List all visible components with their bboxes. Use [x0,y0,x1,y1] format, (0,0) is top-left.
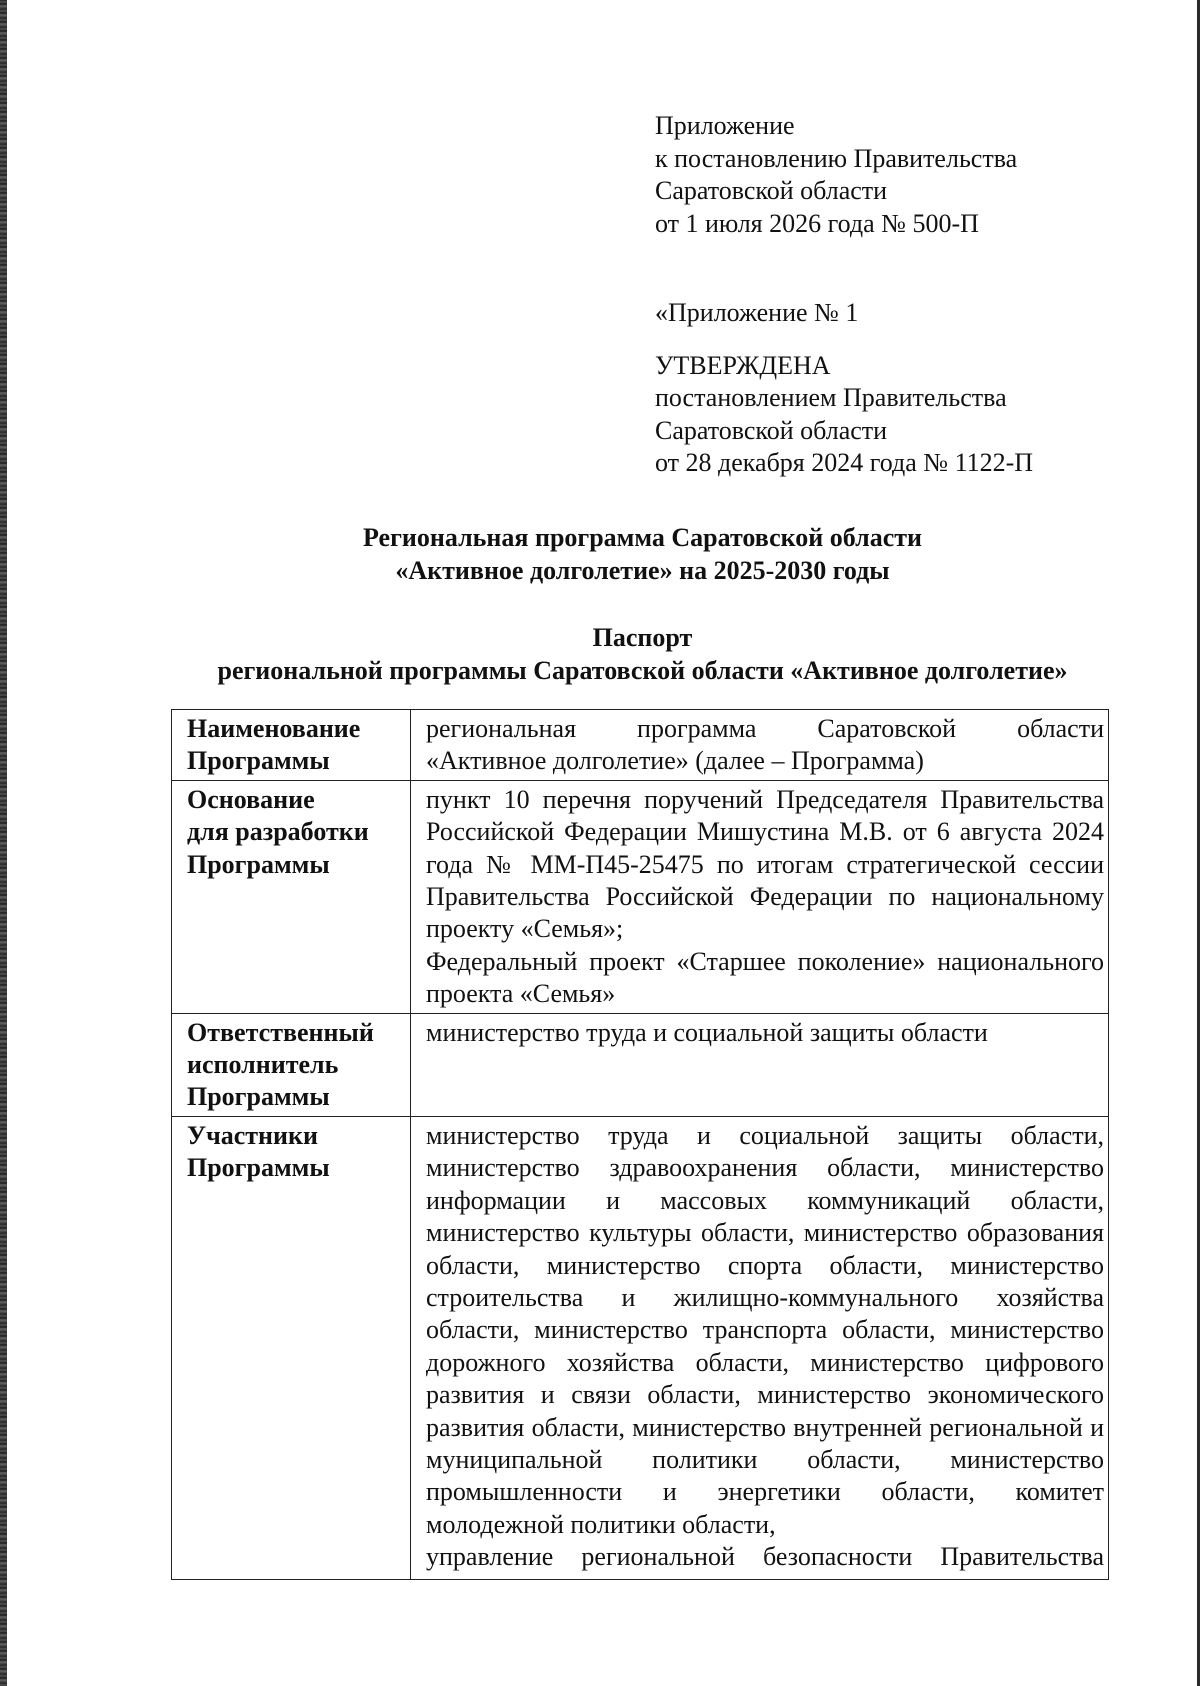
row-value-paragraph: министерство труда и социальной защиты области [426,1017,988,1047]
row-value-cut-text: управление региональной безопасности Правительства [426,1542,1104,1572]
approval-current-line-3: Саратовской области [655,176,888,205]
table-row-basis [172,780,1109,1013]
program-title [100,522,1185,587]
approved-line-2: постановлением Правительства [655,383,1007,412]
row-value-cut-line [426,1541,1104,1577]
program-title-line-2: «Активное долголетие» на 2025-2030 годы [395,555,890,585]
row-value [411,780,1109,1013]
row-value-paragraph: пункт 10 перечня поручений Председателя Правительства Российской Федерации Мишустина М.В. от 6 августа 2024 года № ММ-П45-25475 по итогам стратегической сессии Правительства Российской Федерации по национальному проекту «Семья»; [426,784,1104,944]
row-label-line: исполнитель [187,1050,339,1080]
row-label-line: Программы [187,1153,330,1183]
row-label-line: Основание [187,784,315,814]
row-value [411,1116,1109,1579]
approved-line-4: от 28 декабря 2024 года № 1122-П [655,448,1034,477]
row-value-line: «Активное долголетие» (далее – Программа) [426,746,924,776]
row-value-paragraph: министерство труда и социальной защиты области, министерство здравоохранения области, министерство информации и массовых коммуникаций области, министерство культуры области, министерство образования области, министерство спорта области, министерство строительства и жилищно-коммунального хозяйства области, министерство транспорта области, министерство дорожного хозяйства области, министерство цифрового развития и связи области, министерство экономического развития области, министерство внутренней региональной и муниципальной политики области, министерство промышленности и энергетики области, комитет молодежной политики области, [426,1120,1104,1539]
table-row-executor [172,1013,1109,1116]
passport-title-line-2: региональной программы Саратовской области «Активное долголетие» [217,655,1068,685]
row-value-paragraph: Федеральный проект «Старшее поколение» национального проекта «Семья» [426,946,1104,1009]
row-label [172,780,411,1013]
row-label-line: для разработки [187,817,369,847]
row-label-line: Участники [187,1120,318,1150]
row-label [172,710,411,781]
scan-edge-left [0,0,7,1686]
row-label-line: Наименование [187,714,361,743]
passport-title-line-1: Паспорт [592,623,693,652]
row-value-line: региональная программа Саратовской области [426,714,1104,743]
table-row-participants [172,1116,1109,1579]
row-label-line: Программы [187,746,330,776]
row-label-line: Ответственный [187,1017,374,1047]
appendix-number: «Приложение № 1 [655,298,859,327]
approved-heading: УТВЕРЖДЕНА [655,350,831,380]
program-title-line-1: Региональная программа Саратовской области [363,523,922,552]
approval-current-line-4: от 1 июля 2026 года № 500-П [655,208,979,238]
row-value [411,1013,1109,1116]
approval-current-line-2: к постановлению Правительства [655,143,1018,173]
approved-line-3: Саратовской области [655,415,888,445]
row-label-line: Программы [187,849,330,879]
row-label-line: Программы [187,1082,330,1112]
row-label [172,1116,411,1579]
passport-table [171,709,1109,1580]
passport-title [100,622,1185,687]
row-value [411,710,1109,781]
row-label [172,1013,411,1116]
approval-block [655,110,1175,480]
table-row-name [172,710,1109,781]
approval-current-line-1: Приложение [655,111,795,140]
